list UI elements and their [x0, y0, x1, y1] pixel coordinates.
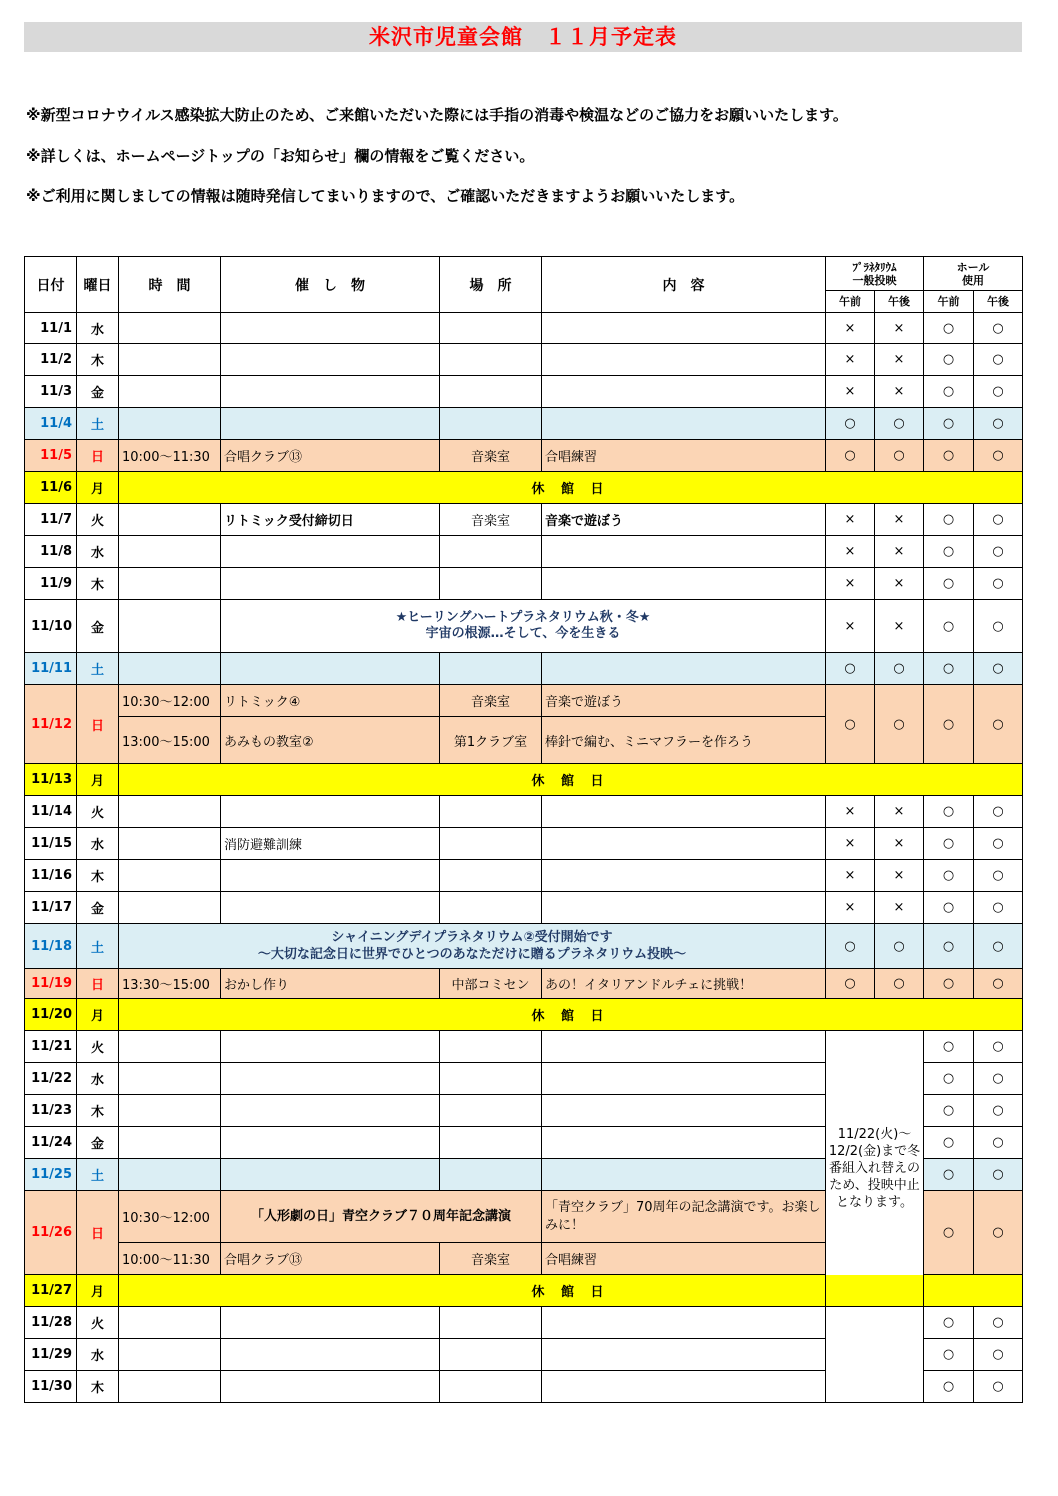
table-row — [25, 568, 1023, 600]
mark: ○ — [924, 568, 974, 600]
row-date: 11/7 — [25, 504, 77, 536]
row-time: 13:30～15:00 — [119, 969, 221, 999]
banner-line-2: ～大切な記念日に世界でひとつのあなただけに贈るプラネタリウム投映～ — [257, 947, 687, 962]
row-dow: 水 — [77, 536, 119, 568]
header-planetarium: ﾌﾟﾗﾈﾀﾘｳﾑ 一般投映 — [826, 257, 924, 291]
mark: ○ — [924, 1095, 974, 1127]
row-date: 11/27 — [25, 1275, 77, 1307]
row-dow: 金 — [77, 376, 119, 408]
mark: ○ — [924, 892, 974, 924]
mark: ○ — [924, 344, 974, 376]
row-place: 中部コミセン — [440, 969, 542, 999]
row-dow: 水 — [77, 1063, 119, 1095]
mark: × — [826, 376, 875, 408]
row-place: 音楽室 — [440, 685, 542, 717]
row-event: あみもの教室② — [221, 717, 440, 764]
mark: ○ — [974, 924, 1023, 969]
row-content: 棒針で編む、ミニマフラーを作ろう — [542, 717, 826, 764]
row-date: 11/20 — [25, 999, 77, 1031]
mark: ○ — [924, 440, 974, 472]
mark: ○ — [974, 685, 1023, 764]
table-row — [25, 796, 1023, 828]
mark: × — [875, 860, 924, 892]
notice-2: ※詳しくは、ホームページトップの「お知らせ」欄の情報をご覧ください。 — [26, 147, 535, 165]
mark: ○ — [924, 969, 974, 999]
row-dow: 木 — [77, 860, 119, 892]
mark: ○ — [974, 313, 1023, 344]
header-dow: 曜日 — [77, 257, 119, 313]
mark: ○ — [924, 1339, 974, 1371]
mark: × — [826, 568, 875, 600]
row-dow: 木 — [77, 1371, 119, 1403]
table-row — [25, 472, 1023, 504]
row-content: 合唱練習 — [542, 440, 826, 472]
page-title: 米沢市児童会館 １１月予定表 — [24, 22, 1022, 52]
mark: ○ — [924, 536, 974, 568]
notice-1: ※新型コロナウイルス感染拡大防止のため、ご来館いただいた際には手指の消毒や検温などのご協力をお願いいたします。 — [26, 106, 848, 124]
row-event: リトミック受付締切日 — [221, 504, 440, 536]
row-date: 11/3 — [25, 376, 77, 408]
header-planetarium-pm: 午後 — [875, 291, 924, 313]
row-content: 音楽で遊ぼう — [542, 504, 826, 536]
mark: ○ — [924, 1371, 974, 1403]
row-dow: 火 — [77, 1307, 119, 1339]
header-time: 時 間 — [119, 257, 221, 313]
row-dow: 月 — [77, 472, 119, 504]
row-place: 音楽室 — [440, 440, 542, 472]
mark: ○ — [974, 440, 1023, 472]
mark: × — [826, 796, 875, 828]
mark: ○ — [924, 1127, 974, 1159]
row-date: 11/26 — [25, 1191, 77, 1275]
mark: ○ — [924, 1159, 974, 1191]
mark: ○ — [924, 828, 974, 860]
mark: × — [875, 504, 924, 536]
row-dow: 木 — [77, 1095, 119, 1127]
mark: ○ — [826, 969, 875, 999]
mark: × — [826, 313, 875, 344]
planetarium-banner — [221, 600, 826, 653]
header-hall-pm: 午後 — [974, 291, 1023, 313]
table-row — [25, 860, 1023, 892]
mark: ○ — [974, 1191, 1023, 1275]
row-date: 11/30 — [25, 1371, 77, 1403]
mark: ○ — [974, 1127, 1023, 1159]
row-dow: 木 — [77, 568, 119, 600]
row-event: 「人形劇の日」青空クラブ７０周年記念講演 — [221, 1191, 542, 1243]
row-date: 11/5 — [25, 440, 77, 472]
row-dow: 日 — [77, 685, 119, 764]
mark: × — [875, 536, 924, 568]
mark: ○ — [974, 504, 1023, 536]
table-row — [25, 924, 1023, 969]
row-date: 11/16 — [25, 860, 77, 892]
mark: ○ — [974, 536, 1023, 568]
mark: × — [875, 796, 924, 828]
mark: ○ — [924, 924, 974, 969]
row-place: 音楽室 — [440, 1243, 542, 1275]
mark: ○ — [924, 1063, 974, 1095]
row-date: 11/13 — [25, 764, 77, 796]
mark: ○ — [875, 924, 924, 969]
mark: ○ — [924, 1307, 974, 1339]
mark: × — [826, 892, 875, 924]
row-date: 11/28 — [25, 1307, 77, 1339]
mark: ○ — [974, 1339, 1023, 1371]
table-row — [25, 440, 1023, 472]
mark: ○ — [924, 1031, 974, 1063]
mark: ○ — [924, 600, 974, 653]
table-row — [25, 828, 1023, 860]
table-row — [25, 999, 1023, 1031]
row-event: おかし作り — [221, 969, 440, 999]
row-dow: 土 — [77, 1159, 119, 1191]
row-date: 11/12 — [25, 685, 77, 764]
mark: × — [875, 892, 924, 924]
row-dow: 金 — [77, 1127, 119, 1159]
row-date: 11/22 — [25, 1063, 77, 1095]
mark: ○ — [974, 408, 1023, 440]
table-row — [25, 376, 1023, 408]
mark: ○ — [826, 924, 875, 969]
row-date: 11/24 — [25, 1127, 77, 1159]
closed-label: 休 館 日 — [119, 472, 1023, 504]
mark: ○ — [974, 1031, 1023, 1063]
mark: ○ — [974, 892, 1023, 924]
row-date: 11/4 — [25, 408, 77, 440]
row-event: 合唱クラブ⑬ — [221, 440, 440, 472]
mark: ○ — [974, 860, 1023, 892]
mark: × — [826, 536, 875, 568]
header-place: 場 所 — [440, 257, 542, 313]
row-dow: 金 — [77, 892, 119, 924]
mark: ○ — [974, 1371, 1023, 1403]
row-date: 11/2 — [25, 344, 77, 376]
row-content: 合唱練習 — [542, 1243, 826, 1275]
row-dow: 金 — [77, 600, 119, 653]
mark: ○ — [974, 828, 1023, 860]
row-date: 11/29 — [25, 1339, 77, 1371]
mark: × — [875, 568, 924, 600]
table-row — [25, 600, 1023, 653]
table-row — [25, 313, 1023, 344]
table-row — [25, 892, 1023, 924]
mark: ○ — [924, 313, 974, 344]
row-event: 合唱クラブ⑬ — [221, 1243, 440, 1275]
mark: ○ — [924, 860, 974, 892]
row-time: 10:30～12:00 — [119, 1191, 221, 1243]
row-date: 11/1 — [25, 313, 77, 344]
row-date: 11/6 — [25, 472, 77, 504]
row-dow: 水 — [77, 828, 119, 860]
table-row — [25, 408, 1023, 440]
mark: ○ — [826, 440, 875, 472]
mark: ○ — [974, 1095, 1023, 1127]
row-place: 音楽室 — [440, 504, 542, 536]
row-dow: 水 — [77, 1339, 119, 1371]
header-planetarium-am: 午前 — [826, 291, 875, 313]
row-event: 消防避難訓練 — [221, 828, 440, 860]
row-date: 11/9 — [25, 568, 77, 600]
row-place: 第1クラブ室 — [440, 717, 542, 764]
row-dow: 火 — [77, 1031, 119, 1063]
row-dow: 木 — [77, 344, 119, 376]
mark: ○ — [924, 376, 974, 408]
mark: ○ — [924, 796, 974, 828]
row-time: 10:00～11:30 — [119, 440, 221, 472]
mark: ○ — [974, 1307, 1023, 1339]
row-content: あの！イタリアンドルチェに挑戦！ — [542, 969, 826, 999]
mark: × — [875, 828, 924, 860]
row-date: 11/19 — [25, 969, 77, 999]
row-dow: 日 — [77, 1191, 119, 1275]
mark: × — [875, 600, 924, 653]
mark: ○ — [924, 653, 974, 685]
row-content: 「青空クラブ」70周年の記念講演です。お楽しみに！ — [542, 1191, 826, 1243]
row-dow: 月 — [77, 1275, 119, 1307]
table-row — [25, 504, 1023, 536]
mark: ○ — [974, 653, 1023, 685]
row-date: 11/10 — [25, 600, 77, 653]
mark: ○ — [974, 344, 1023, 376]
row-date: 11/18 — [25, 924, 77, 969]
row-dow: 土 — [77, 408, 119, 440]
row-date: 11/25 — [25, 1159, 77, 1191]
mark: ○ — [875, 440, 924, 472]
mark: ○ — [826, 408, 875, 440]
mark: ○ — [974, 796, 1023, 828]
row-dow: 日 — [77, 969, 119, 999]
mark: ○ — [924, 1191, 974, 1275]
table-row — [25, 969, 1023, 999]
row-event: リトミック④ — [221, 685, 440, 717]
mark: × — [826, 860, 875, 892]
mark: ○ — [974, 969, 1023, 999]
row-dow: 土 — [77, 924, 119, 969]
table-row — [25, 685, 1023, 717]
mark: × — [826, 600, 875, 653]
row-dow: 月 — [77, 764, 119, 796]
mark: ○ — [875, 685, 924, 764]
mark: × — [826, 344, 875, 376]
row-date: 11/23 — [25, 1095, 77, 1127]
row-date: 11/8 — [25, 536, 77, 568]
row-date: 11/11 — [25, 653, 77, 685]
header-event: 催 し 物 — [221, 257, 440, 313]
header-hall-am: 午前 — [924, 291, 974, 313]
planetarium-suspension-note: 11/22(火)～12/2(金)まで冬番組入れ替えのため、投映中止となります。 — [826, 1031, 924, 1307]
mark: ○ — [826, 653, 875, 685]
mark: × — [875, 376, 924, 408]
mark: ○ — [924, 408, 974, 440]
table-row — [25, 1031, 1023, 1063]
mark: × — [826, 828, 875, 860]
table-row — [25, 536, 1023, 568]
row-date: 11/21 — [25, 1031, 77, 1063]
row-time: 13:00～15:00 — [119, 717, 221, 764]
row-date: 11/15 — [25, 828, 77, 860]
closed-label: 休 館 日 — [119, 999, 1023, 1031]
table-row — [25, 764, 1023, 796]
row-time: 10:00～11:30 — [119, 1243, 221, 1275]
header-content: 内 容 — [542, 257, 826, 313]
mark: ○ — [974, 376, 1023, 408]
mark: × — [826, 504, 875, 536]
row-dow: 月 — [77, 999, 119, 1031]
mark: ○ — [826, 685, 875, 764]
schedule-table — [24, 256, 1023, 1403]
shining-day-banner — [119, 924, 826, 969]
table-row — [25, 1275, 1023, 1307]
table-row — [25, 653, 1023, 685]
closed-label: 休 館 日 — [119, 764, 1023, 796]
closed-label: 休 館 日 — [119, 1275, 1023, 1307]
mark: ○ — [924, 685, 974, 764]
row-dow: 火 — [77, 796, 119, 828]
mark: ○ — [875, 969, 924, 999]
row-date: 11/17 — [25, 892, 77, 924]
notice-3: ※ご利用に関しましての情報は随時発信してまいりますので、ご確認いただきますようお願いいたします。 — [26, 187, 745, 205]
row-date: 11/14 — [25, 796, 77, 828]
mark: ○ — [924, 504, 974, 536]
table-row — [25, 344, 1023, 376]
banner-line-1: ★ヒーリングハートプラネタリウム秋・冬★ — [395, 610, 651, 625]
mark: × — [875, 313, 924, 344]
row-dow: 日 — [77, 440, 119, 472]
mark: ○ — [875, 408, 924, 440]
row-dow: 水 — [77, 313, 119, 344]
row-time: 10:30～12:00 — [119, 685, 221, 717]
mark: ○ — [875, 653, 924, 685]
banner-line-1: シャイニングデイプラネタリウム②受付開始です — [331, 930, 613, 945]
table-row — [25, 1307, 1023, 1339]
mark: × — [875, 344, 924, 376]
row-dow: 火 — [77, 504, 119, 536]
mark: ○ — [974, 600, 1023, 653]
mark: ○ — [974, 1159, 1023, 1191]
banner-line-2: 宇宙の根源…そして、今を生きる — [425, 626, 621, 641]
header-date: 日付 — [25, 257, 77, 313]
row-content: 音楽で遊ぼう — [542, 685, 826, 717]
mark: ○ — [974, 1063, 1023, 1095]
mark: ○ — [974, 568, 1023, 600]
header-hall: ホール 使用 — [924, 257, 1023, 291]
row-dow: 土 — [77, 653, 119, 685]
